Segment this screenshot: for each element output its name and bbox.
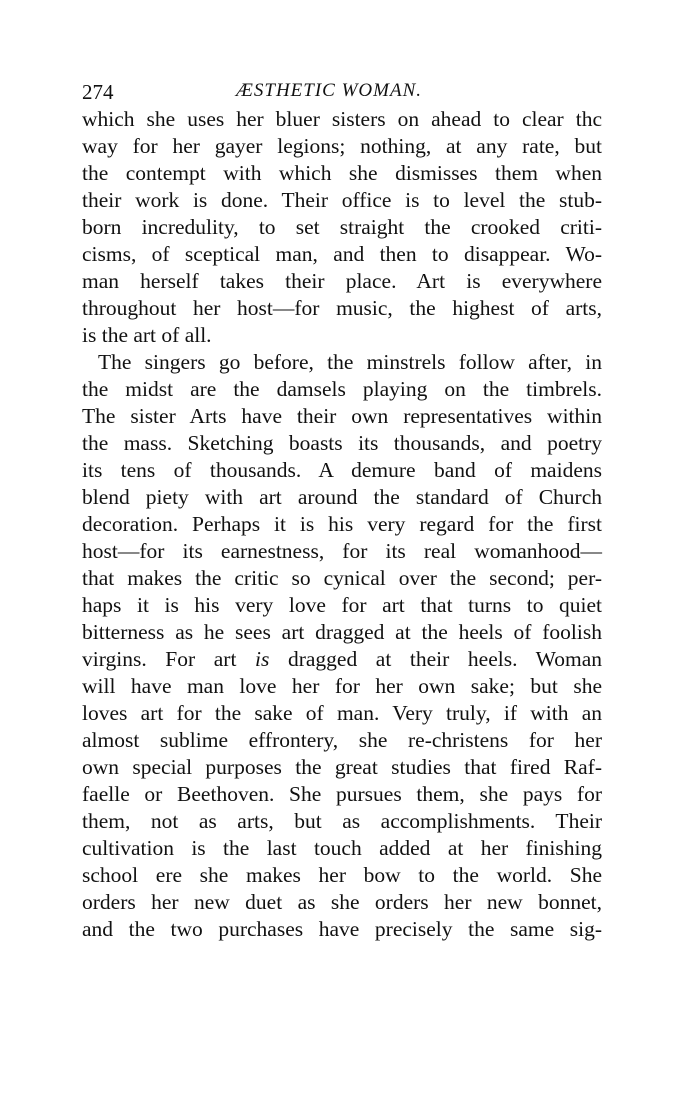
text-line: decoration. Perhaps it is his very regard for the first [82, 512, 602, 536]
text-line: their work is done. Their office is to level the stub- [82, 188, 602, 212]
text-line: its tens of thousands. A demure band of maidens [82, 458, 602, 482]
text-line: own special purposes the great studies that fired Raf- [82, 755, 602, 779]
text-line: which she uses her bluer sisters on ahead to clear thc [82, 107, 602, 131]
text-line: The sister Arts have their own representatives within [82, 404, 602, 428]
text-line: faelle or Beethoven. She pursues them, she pays for [82, 782, 602, 806]
text-line: orders her new duet as she orders her new bonnet, [82, 890, 602, 914]
text-line: the mass. Sketching boasts its thousands, and poetry [82, 431, 602, 455]
text-line: and the two purchases have precisely the same sig- [82, 917, 602, 941]
text-line: host—for its earnestness, for its real womanhood— [82, 539, 602, 563]
page-number: 274 [82, 80, 114, 104]
text-line: cisms, of sceptical man, and then to disappear. Wo- [82, 242, 602, 266]
text-line: way for her gayer legions; nothing, at any rate, but [82, 134, 602, 158]
paragraph-end-line: is the art of all. [82, 323, 212, 347]
text-line: them, not as arts, but as accomplishments. Their [82, 809, 602, 833]
text-line: cultivation is the last touch added at her finishing [82, 836, 602, 860]
italic-emphasis: is [255, 647, 270, 671]
text-line-with-italic [82, 646, 602, 673]
text-line: bitterness as he sees art dragged at the heels of foolish [82, 620, 602, 644]
text-line: blend piety with art around the standard of Church [82, 485, 602, 509]
text-segment: virgins. For art [82, 647, 256, 671]
text-line: loves art for the sake of man. Very truly, if with an [82, 701, 602, 725]
text-line: throughout her host—for music, the highest of arts, [82, 296, 602, 320]
text-line: that makes the critic so cynical over the second; per- [82, 566, 602, 590]
text-line: the contempt with which she dismisses them when [82, 161, 602, 185]
text-line: born incredulity, to set straight the crooked criti- [82, 215, 602, 239]
text-segment: dragged at their heels. Woman [269, 647, 602, 671]
page-body-text [82, 106, 602, 943]
text-line: will have man love her for her own sake; but she [82, 674, 602, 698]
text-line: the midst are the damsels playing on the timbrels. [82, 377, 602, 401]
text-line: school ere she makes her bow to the world. She [82, 863, 602, 887]
text-line: man herself takes their place. Art is everywhere [82, 269, 602, 293]
running-title: ÆSTHETIC WOMAN. [236, 80, 423, 101]
text-line: haps it is his very love for art that turns to quiet [82, 593, 602, 617]
text-line: almost sublime effrontery, she re-christens for her [82, 728, 602, 752]
paragraph-start-line: The singers go before, the minstrels follow after, in [98, 350, 602, 374]
